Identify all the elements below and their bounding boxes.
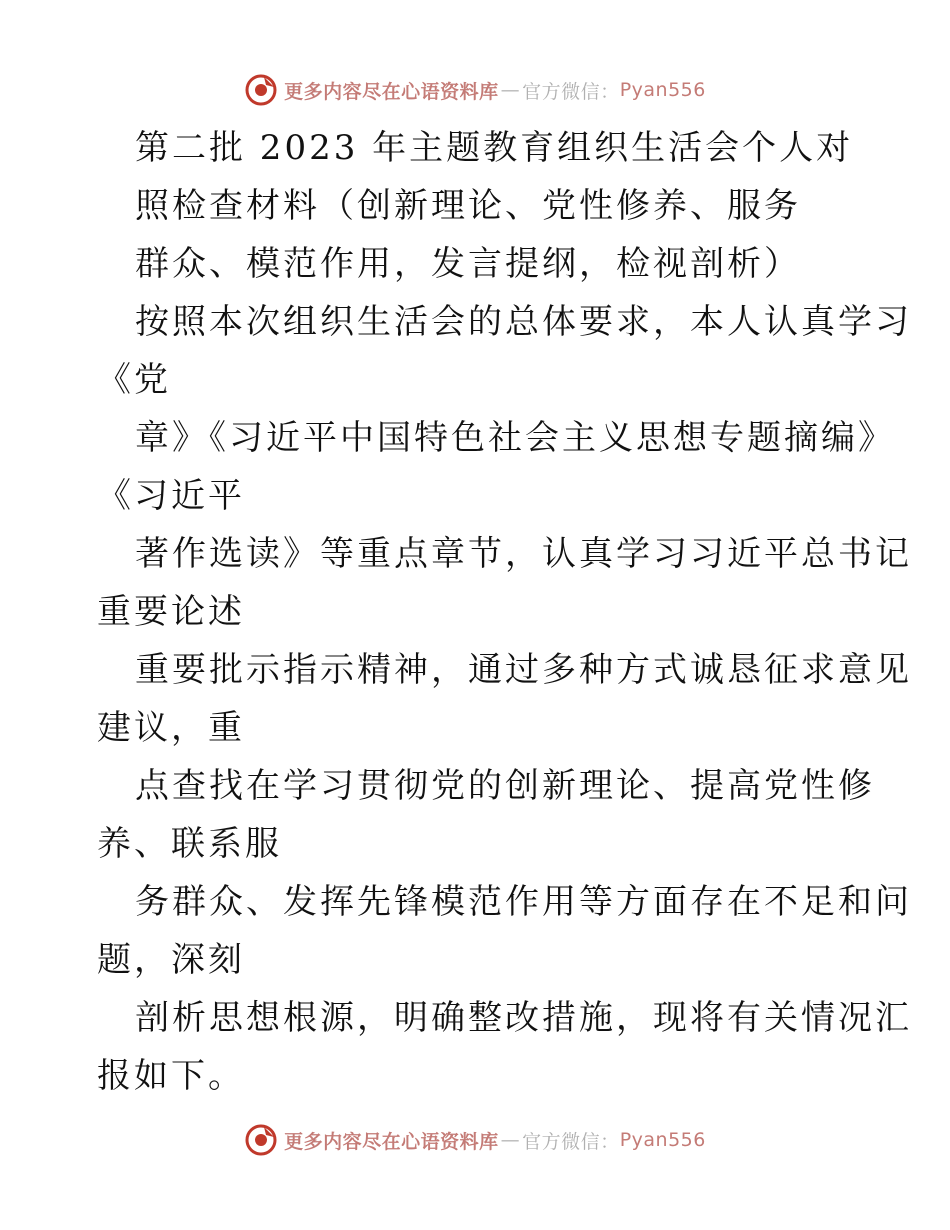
footer-watermark: [0, 1120, 950, 1160]
watermark-separator: —: [500, 79, 521, 101]
watermark-site-text: 更多内容尽在心语资料库: [284, 1130, 499, 1153]
title-line: 第二批 2023 年主题教育组织生活会个人对: [135, 128, 854, 168]
body-line: 题，深刻: [97, 940, 245, 980]
watermark-wechat-label: 官方微信：: [522, 1130, 620, 1153]
body-line: 建议，重: [97, 708, 245, 748]
watermark-separator: —: [500, 1129, 521, 1151]
title-line: 群众、模范作用，发言提纲，检视剖析）: [135, 244, 801, 284]
watermark-site-text: 更多内容尽在心语资料库: [284, 80, 499, 103]
body-line: 务群众、发挥先锋模范作用等方面存在不足和问: [135, 882, 912, 922]
body-line: 《党: [97, 360, 171, 400]
body-line: 章》《习近平中国特色社会主义思想专题摘编》: [135, 418, 895, 458]
body-line: 重要论述: [97, 592, 245, 632]
body-line: 按照本次组织生活会的总体要求，本人认真学习: [135, 302, 912, 342]
body-line: 剖析思想根源，明确整改措施，现将有关情况汇: [135, 998, 912, 1038]
watermark-wechat-id: Pyan556: [619, 79, 706, 101]
body-line: 报如下。: [97, 1056, 245, 1096]
body-line: 点查找在学习贯彻党的创新理论、提高党性修: [135, 766, 875, 806]
body-line: 《习近平: [97, 476, 245, 516]
logo-icon: [244, 1123, 278, 1157]
header-watermark: [0, 70, 950, 110]
logo-icon: [244, 73, 278, 107]
watermark-wechat-id: Pyan556: [619, 1129, 706, 1151]
body-line: 养、联系服: [97, 824, 282, 864]
watermark-wechat-label: 官方微信：: [522, 80, 620, 103]
title-line: 照检查材料（创新理论、党性修养、服务: [135, 186, 801, 226]
body-line: 重要批示指示精神，通过多种方式诚恳征求意见: [135, 650, 912, 690]
body-line: 著作选读》等重点章节，认真学习习近平总书记: [135, 534, 912, 574]
